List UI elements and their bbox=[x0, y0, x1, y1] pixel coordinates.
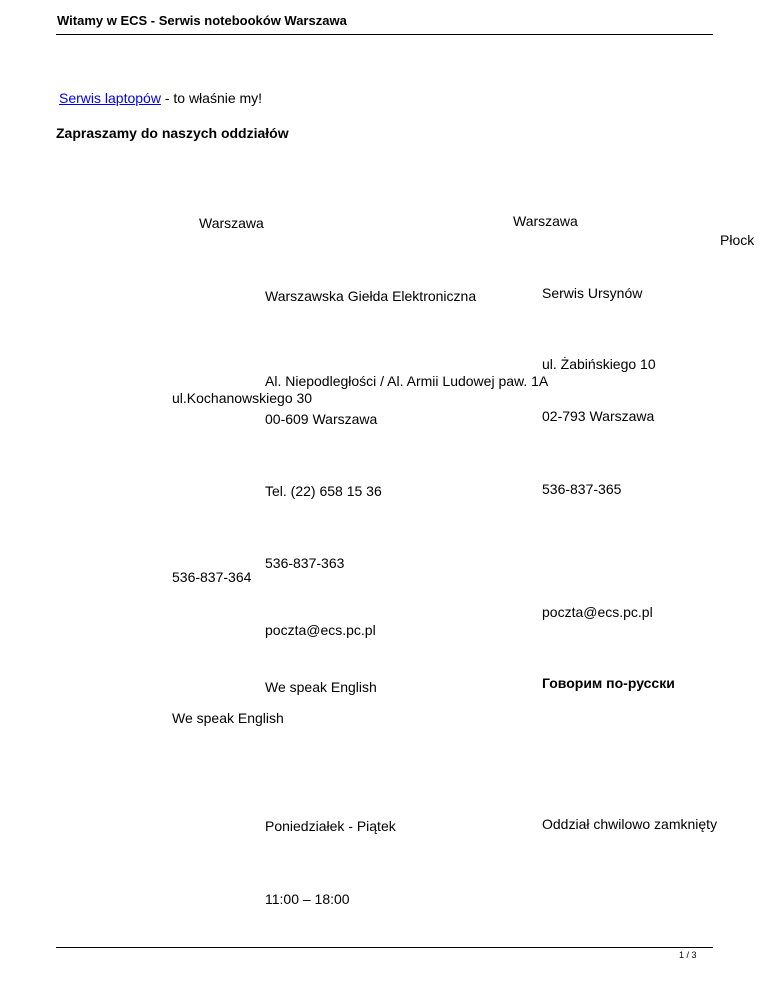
branch-2-status: Oddział chwilowo zamknięty bbox=[542, 816, 718, 832]
branch-1-language: We speak English bbox=[265, 679, 377, 695]
footer-divider bbox=[56, 947, 713, 948]
branch-2-postal: 02-793 Warszawa bbox=[542, 408, 655, 424]
branch-3-phone: 536-837-364 bbox=[172, 569, 252, 585]
branch-2-phone: 536-837-365 bbox=[542, 481, 622, 497]
branch-1-email[interactable]: poczta@ecs.pc.pl bbox=[265, 622, 376, 638]
page-number: 1 / 3 bbox=[679, 950, 697, 960]
branch-2-name: Serwis Ursynów bbox=[542, 285, 643, 301]
branch-2-city: Warszawa bbox=[513, 213, 578, 229]
branch-1-name: Warszawska Giełda Elektroniczna bbox=[265, 288, 477, 304]
branch-3-address: ul.Kochanowskiego 30 bbox=[172, 390, 313, 406]
intro-text: - to właśnie my! bbox=[160, 90, 263, 106]
branch-1-hours-time: 11:00 – 18:00 bbox=[265, 891, 350, 907]
branch-1-mobile: 536-837-363 bbox=[265, 555, 345, 571]
branch-3-city: Płock bbox=[720, 232, 755, 248]
branch-1-city: Warszawa bbox=[199, 215, 264, 231]
branch-1-phone: Tel. (22) 658 15 36 bbox=[265, 483, 382, 499]
branches-heading: Zapraszamy do naszych oddziałów bbox=[56, 125, 289, 141]
branch-2-address: ul. Żabińskiego 10 bbox=[542, 356, 656, 372]
branch-1-postal: 00-609 Warszawa bbox=[265, 411, 378, 427]
document-header-title: Witamy w ECS - Serwis notebooków Warszawa bbox=[57, 13, 347, 28]
service-link[interactable]: Serwis laptopów bbox=[59, 90, 161, 106]
branch-3-language: We speak English bbox=[172, 710, 284, 726]
branch-2-email[interactable]: poczta@ecs.pc.pl bbox=[542, 604, 653, 620]
branch-1-address: Al. Niepodległości / Al. Armii Ludowej paw. 1A bbox=[265, 373, 549, 389]
branch-2-language: Говорим по-русски bbox=[542, 675, 675, 691]
header-divider bbox=[56, 34, 713, 35]
branch-1-hours-days: Poniedziałek - Piątek bbox=[265, 818, 396, 834]
intro-line bbox=[59, 90, 262, 106]
